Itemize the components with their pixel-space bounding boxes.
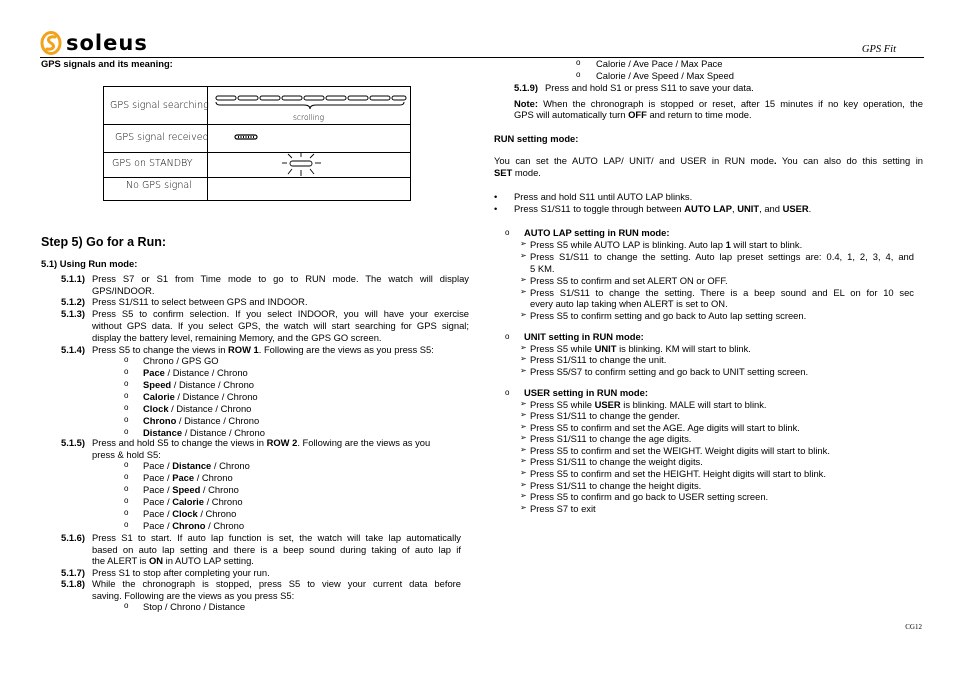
item-number: 5.1.3) — [61, 308, 85, 319]
run-setting-text: SET mode. — [494, 167, 541, 178]
row-searching — [104, 87, 410, 125]
user-steps: ➢ Press S1/S11 to change the gender. ➢ Press S5 to confirm and set the AGE. Age digits will start to blink. ➢ Press S1/S11 to change the age digits. ➢ Press S5 to confirm and set the WEIGHT. Weight digits will start to blink. ➢ Press S1/S11 to change the weight digits. ➢ Press S5 to confirm and set the HEIGHT. Height digits will start to blink. ➢ Press S1/S11 to change the height digits. ➢ Press S5 to confirm and go back to USER setting screen. ➢ Press S7 to exit — [520, 410, 830, 514]
row-standby — [104, 152, 410, 178]
label-searching: GPS signal searching — [110, 100, 209, 111]
soleus-swirl-icon — [40, 31, 62, 55]
bullet: • — [494, 203, 498, 214]
unit-heading: UNIT setting in RUN mode: — [524, 331, 644, 342]
item-text: without GPS data. If you select GPS, the watch will start searching for GPS signal; — [92, 320, 469, 331]
autolap-step: 5 KM. — [530, 263, 555, 274]
autolap-step: Press S1/S11 to change the setting. There is a beep sound and EL on for 10 sec — [530, 287, 914, 298]
run-setting-heading: RUN setting mode: — [494, 133, 579, 144]
item-text: Press and hold S5 to change the views in ROW 2. Following are the views as you — [92, 437, 431, 448]
stop-view: o Stop / Chrono / Distance — [124, 601, 246, 612]
bullet-text: Press and hold S11 until AUTO LAP blinks. — [514, 191, 693, 202]
item-text: Press S5 to confirm selection. If you select INDOOR, you will have your exercise — [92, 308, 469, 319]
autolap-step: Press S1/S11 to change the setting. Auto lap preset settings are: 0.4, 1, 2, 3, 4, and — [530, 251, 914, 262]
item-text: display the battery level, remaining Memory, and the GPS GO screen. — [92, 332, 382, 343]
item-text: While the chronograph is stopped, press S5 to view your current data before — [92, 578, 461, 589]
item-text: the ALERT is ON in AUTO LAP setting. — [92, 555, 254, 566]
note-text: Note: When the chronograph is stopped or reset, after 15 minutes if no key operation, the — [514, 98, 923, 109]
gps-signals-heading: GPS signals and its meaning: — [41, 58, 173, 69]
autolap-step: Press S5 while AUTO LAP is blinking. Auto lap 1 will start to blink. — [530, 239, 803, 250]
unit-step: Press S5/S7 to confirm setting and go back to UNIT setting screen. — [530, 366, 809, 377]
cont-view-1: o Calorie / Ave Pace / Max Pace — [576, 58, 723, 69]
bullet-text: Press S1/S11 to toggle through between AUTO LAP, UNIT, and USER. — [514, 203, 812, 214]
section-5-1-heading: 5.1) Using Run mode: — [41, 258, 138, 269]
run-setting-text: You can set the AUTO LAP/ UNIT/ and USER in RUN mode. You can also do this setting in — [494, 155, 924, 166]
label-no-signal: No GPS signal — [126, 180, 192, 191]
gps-signal-table — [103, 86, 411, 201]
header-title: GPS Fit — [861, 44, 896, 55]
item-number: 5.1.9) — [514, 82, 538, 93]
note-text: GPS will automatically turn OFF and return to time mode. — [514, 109, 752, 120]
autolap-step: Press S5 to confirm and set ALERT ON or OFF. — [530, 275, 728, 286]
signal-standby-graphic — [280, 151, 324, 177]
label-standby: GPS on STANDBY — [112, 158, 193, 169]
item-number: 5.1.4) — [61, 344, 85, 355]
user-step: Press S5 while USER is blinking. MALE will start to blink. — [530, 399, 767, 410]
item-text: Press S1/S11 to select between GPS and INDOOR. — [92, 296, 308, 307]
autolap-step: Press S5 to confirm setting and go back to Auto lap setting screen. — [530, 310, 807, 321]
item-text: Press S7 or S1 from Time mode to go to RUN mode. The watch will display — [92, 273, 469, 284]
scrolling-label: scrolling — [293, 113, 325, 122]
page-code: CG12 — [905, 623, 922, 631]
row-no-signal — [104, 177, 410, 200]
autolap-heading: AUTO LAP setting in RUN mode: — [524, 227, 670, 238]
item-number: 5.1.7) — [61, 567, 85, 578]
item-text: Press and hold S1 or press S11 to save your data. — [545, 82, 754, 93]
item-text: GPS/INDOOR. — [92, 285, 155, 296]
item-text: Press S1 to start. If auto lap function is set, the watch will take lap automatically — [92, 532, 461, 543]
autolap-step: every auto lap taking when ALERT is set to ON. — [530, 298, 728, 309]
item-number: 5.1.1) — [61, 273, 85, 284]
item-number: 5.1.5) — [61, 437, 85, 448]
item-number: 5.1.2) — [61, 296, 85, 307]
user-heading: USER setting in RUN mode: — [524, 387, 648, 398]
cont-view-2: o Calorie / Ave Speed / Max Speed — [576, 70, 734, 81]
item-text: Press S5 to change the views in ROW 1. Following are the views as you press S5: — [92, 344, 434, 355]
unit-step: Press S5 while UNIT is blinking. KM will start to blink. — [530, 343, 751, 354]
signal-received-graphic — [234, 134, 260, 142]
row-received — [104, 124, 410, 153]
brand-logo — [40, 30, 148, 56]
item-text: Press S1 to stop after completing your run. — [92, 567, 270, 578]
item-number: 5.1.8) — [61, 578, 85, 589]
brand-name: soleus — [66, 31, 148, 55]
item-text: saving. Following are the views as you press S5: — [92, 590, 295, 601]
item-text: based on auto lap setting and there is a beep sound during taking of auto lap if — [92, 544, 461, 555]
label-received: GPS signal received — [115, 132, 209, 143]
item-number: 5.1.6) — [61, 532, 85, 543]
unit-step: Press S1/S11 to change the unit. — [530, 354, 667, 365]
step5-heading: Step 5) Go for a Run: — [41, 235, 166, 249]
item-text: press & hold S5: — [92, 449, 161, 460]
bullet: • — [494, 191, 498, 202]
